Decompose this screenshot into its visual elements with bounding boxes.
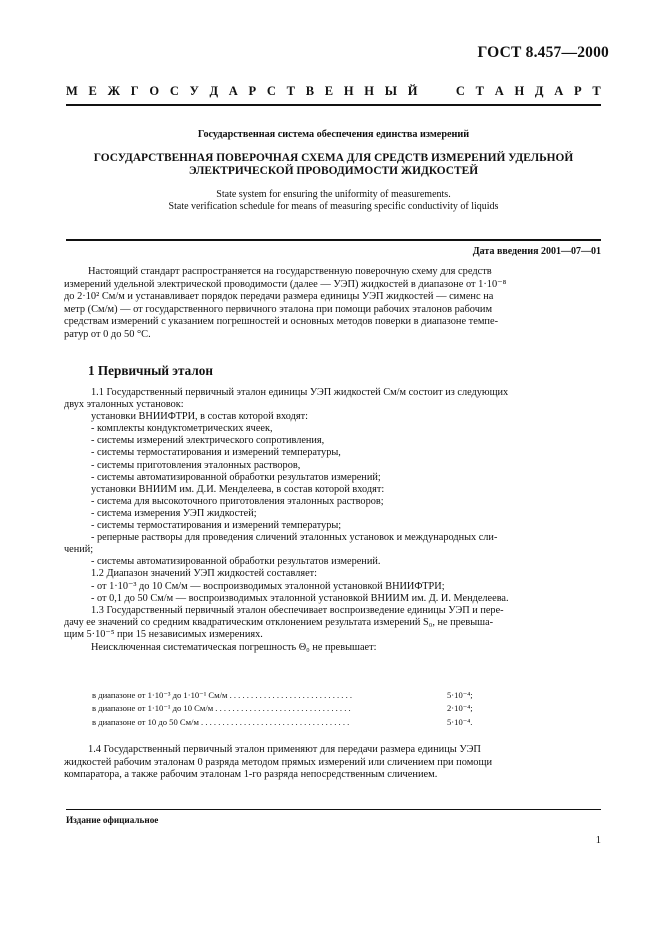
banner-letter	[442, 84, 445, 99]
error-ranges	[92, 689, 527, 729]
body-line: Неисключенная систематическая погрешность Θ₀ не превышает:	[91, 641, 377, 653]
banner-letter: Н	[364, 84, 375, 98]
body-line: чений;	[64, 544, 94, 556]
body-line: - комплекты кондуктометрических ячеек,	[91, 423, 273, 435]
range-label: в диапазоне от 1·10⁻¹ до 10 См/м . . . . . . . . . . . . . . . . . . . . . . . . . . . . . . . .	[92, 703, 351, 714]
body-line: 1.2 Диапазон значений УЭП жидкостей составляет:	[91, 568, 318, 580]
banner-letter: Т	[475, 84, 484, 98]
range-value: 5·10⁻⁴;	[447, 690, 473, 700]
middle-rule	[66, 239, 601, 241]
banner-letter: С	[169, 84, 179, 98]
paragraph-1-4	[64, 744, 601, 782]
body-line: - система для высокоточного приготовления эталонных растворов;	[91, 495, 384, 507]
banner-letter: Д	[209, 84, 219, 98]
body-line: - системы измерений электрического сопротивления,	[91, 435, 325, 447]
banner-letter: Ы	[384, 84, 398, 98]
range-row	[92, 702, 527, 715]
body-line: - от 0,1 до 50 См/м — воспроизводимых эталонной установкой ВНИИМ им. Д. И. Менделеева.	[91, 592, 509, 604]
range-value: 2·10⁻⁴;	[447, 703, 473, 714]
section-heading: 1 Первичный эталон	[88, 363, 213, 378]
banner-letter: У	[189, 84, 199, 98]
banner-letter: А	[494, 84, 504, 98]
body-line: - системы автоматизированной обработки результатов измерений.	[91, 556, 381, 568]
range-label: в диапазоне от 1·10⁻³ до 1·10⁻¹ См/м . . . . . . . . . . . . . . . . . . . . . . . . . . . . .	[92, 690, 353, 700]
title-line-2: ЭЛЕКТРИЧЕСКОЙ ПРОВОДИМОСТИ ЖИДКОСТЕЙ	[188, 165, 479, 177]
banner-letter: С	[266, 84, 276, 98]
banner-letter: О	[149, 84, 160, 98]
effective-date: Дата введения 2001—07—01	[472, 246, 601, 257]
banner-letter: С	[455, 84, 465, 98]
banner-letter: Д	[534, 84, 544, 98]
para14-line-1: 1.4 Государственный первичный эталон применяют для передачи размера единицы УЭП	[88, 744, 481, 755]
body-line: - системы термостатирования и измерений температуры;	[91, 520, 342, 532]
banner-letter: М	[66, 84, 78, 98]
body-line: дачу ее значений со средним квадратическим отклонением результата измерений S₀, не превыша-	[64, 616, 494, 628]
intro-line-1: Настоящий стандарт распространяется на государственную поверочную схему для средств	[88, 266, 492, 277]
body-line: установки ВНИИМ им. Д.И. Менделеева, в состав которой входят:	[91, 483, 385, 495]
english-line-1: State system for ensuring the uniformity of measurements.	[216, 189, 451, 200]
banner-letter: В	[305, 84, 315, 98]
bottom-rule	[66, 809, 601, 810]
page-number: 1	[595, 835, 601, 846]
intro-line-2: измерений удельной электрической проводимости (далее — УЭП) жидкостей в диапазоне от 1·10⁻⁸	[64, 278, 507, 290]
intro-line-3: до 2·10² См/м и устанавливает порядок передачи размера единицы УЭП жидкостей — сименс на	[64, 291, 494, 302]
banner-letter: А	[228, 84, 238, 98]
banner-letter: Й	[407, 84, 418, 98]
body-line: щим 5·10⁻⁵ при 15 независимых измерениях.	[64, 628, 263, 640]
top-rule	[66, 104, 601, 106]
banner-letter: Р	[248, 84, 257, 98]
banner-letter: Ж	[107, 84, 120, 98]
interstate-standard-banner	[0, 84, 661, 99]
gost-code: ГОСТ 8.457—2000	[477, 44, 609, 61]
body-line: - реперные растворы для проведения сличений эталонных установок и международных сли-	[91, 532, 498, 544]
banner-letter: Е	[88, 84, 97, 98]
system-line: Государственная система обеспечения единства измерений	[197, 129, 470, 140]
intro-line-6: ратур от 0 до 50 °С.	[64, 328, 151, 340]
banner-letter: Н	[514, 84, 525, 98]
range-row	[92, 716, 527, 729]
banner-letter: Г	[130, 84, 139, 98]
body-line: двух эталонных установок:	[64, 399, 184, 411]
body-line: - системы термостатирования и измерений температуры,	[91, 447, 341, 459]
body-line: - система измерения УЭП жидкостей;	[91, 507, 257, 519]
body-line: 1.3 Государственный первичный эталон обеспечивает воспроизведение единицы УЭП и пере-	[91, 604, 504, 616]
section-body	[64, 387, 601, 654]
banner-letter: Т	[592, 84, 601, 98]
body-line: - от 1·10⁻³ до 10 См/м — воспроизводимых эталонной установкой ВНИИФТРИ;	[91, 580, 445, 592]
range-label: в диапазоне от 10 до 50 См/м . . . . . . . . . . . . . . . . . . . . . . . . . . . . . . . . . . .	[92, 716, 350, 727]
english-title	[66, 189, 601, 213]
body-line: установки ВНИИФТРИ, в состав которой входят:	[91, 411, 308, 423]
body-line: - системы автоматизированной обработки результатов измерений;	[91, 471, 381, 483]
intro-line-5: средствам измерений с указанием погрешностей и основных методов поверки в диапазоне темпе-	[64, 316, 499, 327]
intro-line-4: метр (См/м) — от государственного первичного эталона при помощи рабочих эталонов рабочим	[64, 303, 493, 315]
banner-letter: Р	[573, 84, 582, 98]
english-line-2: State verification schedule for means of measuring specific conductivity of liquids	[168, 201, 499, 213]
banner-letter: Н	[343, 84, 354, 98]
range-row	[92, 689, 527, 702]
body-line: 1.1 Государственный первичный эталон единицы УЭП жидкостей См/м состоит из следующих	[91, 387, 509, 398]
para14-line-3: компаратора, а также рабочим эталонам 1-го разряда непосредственным сличением.	[64, 769, 438, 781]
para14-line-2: жидкостей рабочим эталонам 0 разряда методом прямых измерений или сличением при помощи	[64, 756, 493, 768]
official-edition-label: Издание официальное	[66, 815, 159, 825]
body-line: - системы приготовления эталонных растворов,	[91, 459, 301, 471]
title-line-1: ГОСУДАРСТВЕННАЯ ПОВЕРОЧНАЯ СХЕМА ДЛЯ СРЕДСТВ ИЗМЕРЕНИЙ УДЕЛЬНОЙ	[93, 152, 574, 164]
range-value: 5·10⁻⁴.	[447, 716, 473, 727]
intro-paragraph	[64, 266, 601, 341]
banner-letter: А	[554, 84, 564, 98]
document-title	[66, 152, 601, 178]
banner-letter	[428, 84, 431, 99]
banner-letter: Е	[324, 84, 334, 98]
banner-letter: Т	[286, 84, 295, 98]
